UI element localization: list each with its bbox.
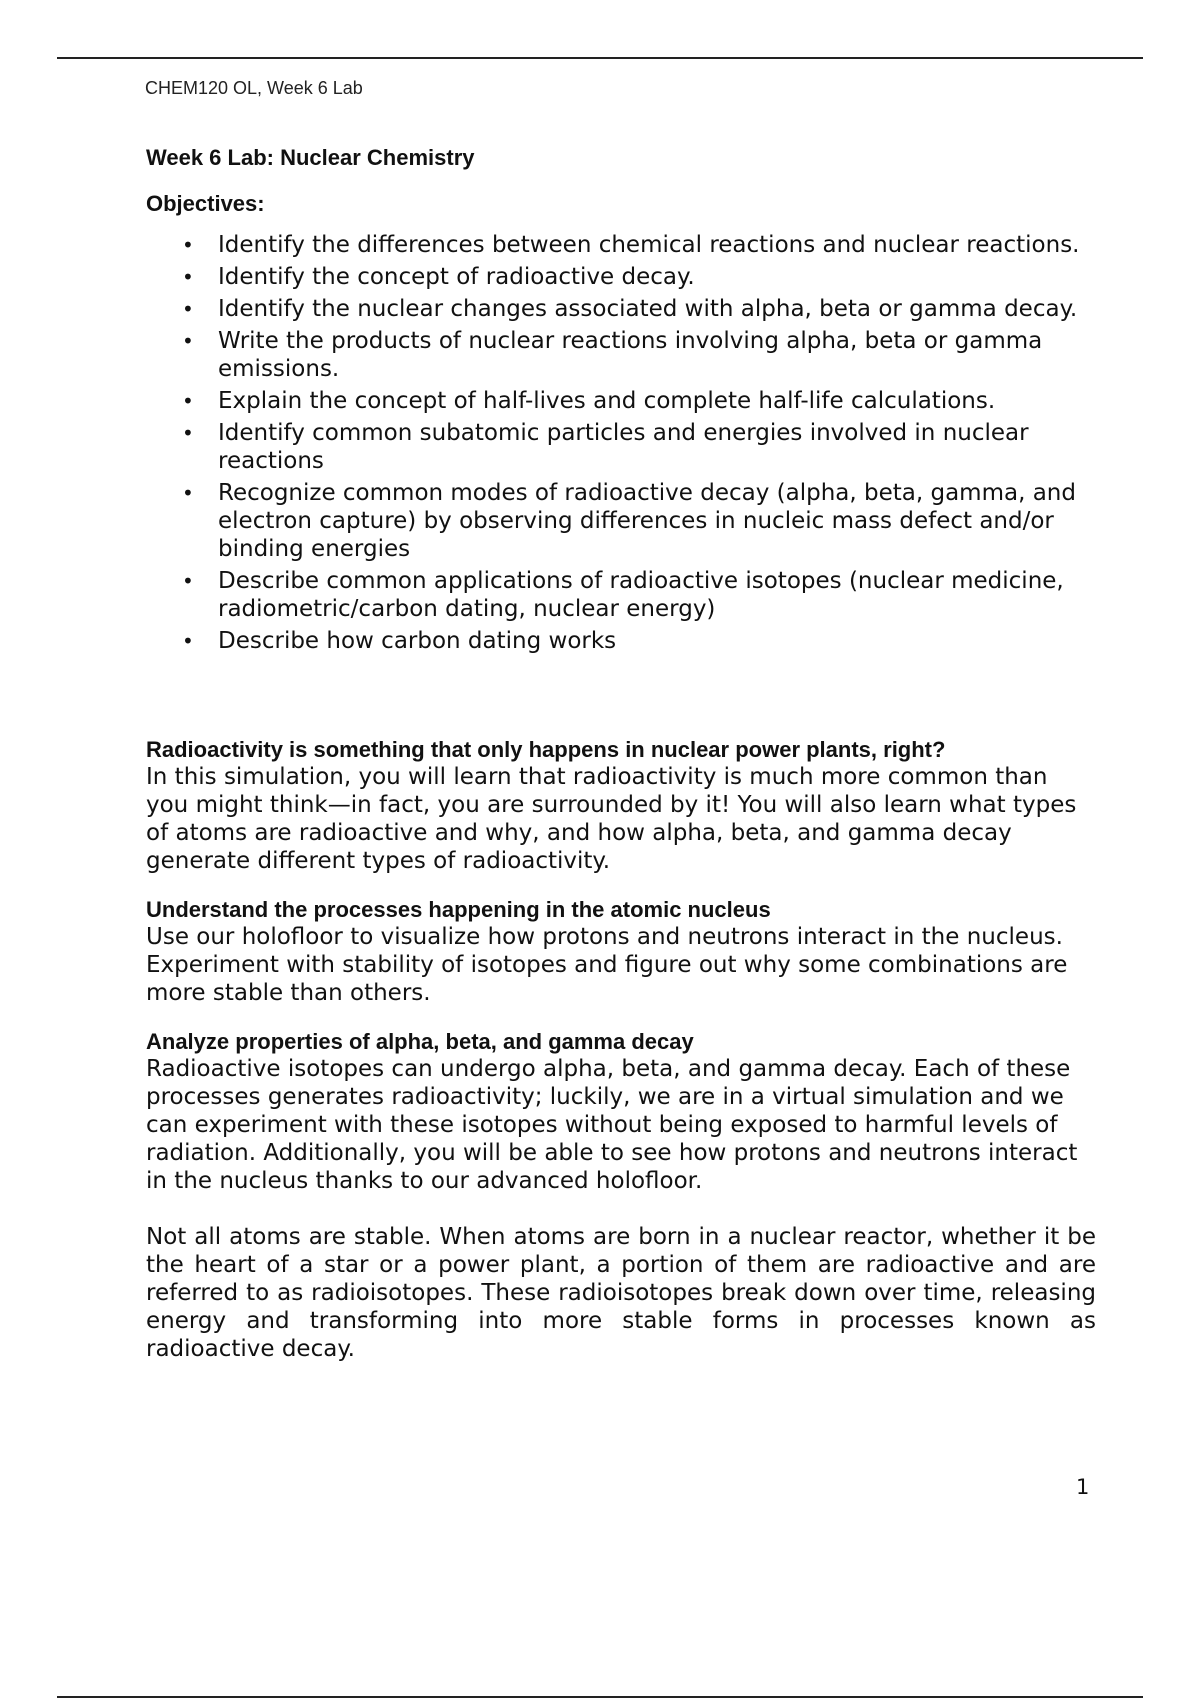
objective-item xyxy=(182,231,1096,259)
bullet-icon: • xyxy=(182,329,194,353)
spacer xyxy=(146,1007,1096,1029)
section-heading: Understand the processes happening in the atomic nucleus xyxy=(146,897,771,922)
section-body: Use our holofloor to visualize how protons and neutrons interact in the nucleus. Experiment with stability of isotopes and figure out why some combinations are more stable than others. xyxy=(146,924,1068,1006)
document-body xyxy=(146,145,1096,1363)
spacer xyxy=(146,1195,1096,1223)
bullet-icon: • xyxy=(182,421,194,445)
document-title: Week 6 Lab: Nuclear Chemistry xyxy=(146,145,475,170)
bullet-icon: • xyxy=(182,569,194,593)
objective-item xyxy=(182,479,1096,563)
section-atomic-nucleus xyxy=(146,897,1096,1007)
objective-item xyxy=(182,387,1096,415)
objective-item xyxy=(182,567,1096,623)
page-number: 1 xyxy=(1076,1475,1090,1499)
bullet-icon: • xyxy=(182,481,194,505)
objective-text: Write the products of nuclear reactions involving alpha, beta or gamma emissions. xyxy=(218,328,1043,382)
bullet-icon: • xyxy=(182,233,194,257)
header-rule xyxy=(57,57,1143,59)
bullet-icon: • xyxy=(182,629,194,653)
objective-text: Explain the concept of half-lives and complete half-life calculations. xyxy=(218,388,996,414)
objective-text: Describe how carbon dating works xyxy=(218,628,617,654)
objective-text: Identify the nuclear changes associated with alpha, beta or gamma decay. xyxy=(218,296,1078,322)
bullet-icon: • xyxy=(182,265,194,289)
objective-text: Recognize common modes of radioactive decay (alpha, beta, gamma, and electron capture) by observing differences in nucleic mass defect and/or binding energies xyxy=(218,480,1076,562)
section-radioactivity-intro xyxy=(146,737,1096,875)
objective-item xyxy=(182,627,1096,655)
objective-text: Identify the concept of radioactive decay. xyxy=(218,264,695,290)
objective-text: Identify the differences between chemical reactions and nuclear reactions. xyxy=(218,232,1080,258)
spacer xyxy=(146,875,1096,897)
objectives-list xyxy=(146,231,1096,655)
section-body: In this simulation, you will learn that radioactivity is much more common than you might think—in fact, you are surrounded by it! You will also learn what types of atoms are radioactive and why, and how alpha, beta, and gamma decay generate different types of radioactivity. xyxy=(146,764,1077,874)
objective-item xyxy=(182,295,1096,323)
objective-item xyxy=(182,263,1096,291)
objective-text: Describe common applications of radioactive isotopes (nuclear medicine, radiometric/carbon dating, nuclear energy) xyxy=(218,568,1064,622)
closing-paragraph: Not all atoms are stable. When atoms are born in a nuclear reactor, whether it be the heart of a star or a power plant, a portion of them are radioactive and are referred to as radioisotopes. These radioisotopes break down over time, releasing energy and transforming into more stable forms in processes known as radioactive decay. xyxy=(146,1224,1096,1362)
footer-rule xyxy=(57,1696,1143,1698)
objectives-heading: Objectives: xyxy=(146,191,265,216)
section-decay-properties xyxy=(146,1029,1096,1195)
section-heading: Analyze properties of alpha, beta, and gamma decay xyxy=(146,1029,694,1054)
section-heading: Radioactivity is something that only happens in nuclear power plants, right? xyxy=(146,737,946,762)
objective-item xyxy=(182,419,1096,475)
bullet-icon: • xyxy=(182,389,194,413)
running-header: CHEM120 OL, Week 6 Lab xyxy=(145,78,363,98)
spacer xyxy=(146,659,1096,737)
objective-text: Identify common subatomic particles and energies involved in nuclear reactions xyxy=(218,420,1029,474)
bullet-icon: • xyxy=(182,297,194,321)
section-body: Radioactive isotopes can undergo alpha, beta, and gamma decay. Each of these processes generates radioactivity; luckily, we are in a virtual simulation and we can experiment with these isotopes without being exposed to harmful levels of radiation. Additionally, you will be able to see how protons and neutrons interact in the nucleus thanks to our advanced holofloor. xyxy=(146,1056,1078,1194)
objective-item xyxy=(182,327,1096,383)
